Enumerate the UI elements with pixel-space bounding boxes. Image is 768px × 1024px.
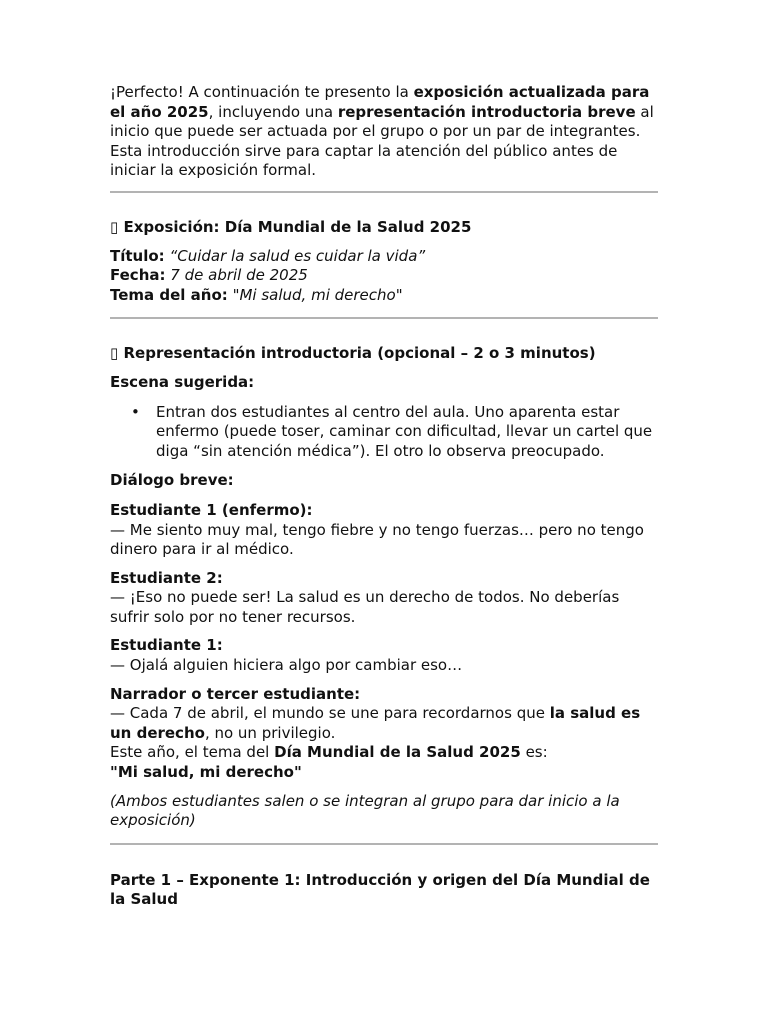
missing-glyph-icon: ▯ <box>110 217 119 236</box>
bullet-icon: • <box>131 402 140 421</box>
speaker-label: Estudiante 1: <box>110 636 223 655</box>
list-item: • Entran dos estudiantes al centro del aula. Uno aparenta estar enfermo (puede toser, caminar con dificultad, llevar un cartel que diga “sin atención médica”). El otro lo observa preocupado. <box>131 402 653 460</box>
speaker-line: Este año, el tema del Día Mundial de la Salud 2025 es: <box>110 743 548 762</box>
dialogo-label: Diálogo breve: <box>110 471 234 490</box>
speaker-line: — ¡Eso no puede ser! La salud es un derecho de todos. No deberías sufrir solo por no tener recursos. <box>110 588 620 626</box>
speaker-line: "Mi salud, mi derecho" <box>110 763 302 782</box>
speaker-line: — Cada 7 de abril, el mundo se une para recordarnos que la salud es un derecho, no un privilegio. <box>110 704 641 742</box>
rep-heading: ▯ Representación introductoria (opcional – 2 o 3 minutos) <box>110 344 596 363</box>
closing-note: (Ambos estudiantes salen o se integran al grupo para dar inicio a la exposición) <box>110 791 620 830</box>
parte1-heading: Parte 1 – Exponente 1: Introducción y origen del Día Mundial de la Salud <box>110 870 650 909</box>
divider <box>110 317 658 319</box>
divider <box>110 191 658 193</box>
intro-paragraph: ¡Perfecto! A continuación te presento la exposición actualizada para el año 2025, incluyendo una representación introductoria breve al inicio que puede ser actuada por el grupo o por un par de integrantes. Esta introducción sirve para captar la atención del público antes de iniciar la exposición formal. <box>110 83 654 180</box>
speaker-line: — Ojalá alguien hiciera algo por cambiar eso… <box>110 656 463 675</box>
speaker-line: — Me siento muy mal, tengo fiebre y no tengo fuerzas… pero no tengo dinero para ir al médico. <box>110 520 644 559</box>
dialogue-block <box>110 569 658 628</box>
date-line: Fecha: 7 de abril de 2025 <box>110 266 308 285</box>
escena-label: Escena sugerida: <box>110 372 255 391</box>
dialogue-block <box>110 636 658 675</box>
expo-heading: ▯ Exposición: Día Mundial de la Salud 2025 <box>110 217 472 236</box>
title-line: Título: “Cuidar la salud es cuidar la vida” <box>110 246 426 265</box>
theme-line: Tema del año: "Mi salud, mi derecho" <box>110 285 403 304</box>
dialogue-block <box>110 501 658 560</box>
expo-meta <box>110 247 658 306</box>
document-page <box>110 80 658 910</box>
divider <box>110 843 658 845</box>
escena-list <box>110 403 658 462</box>
speaker-label: Estudiante 1 (enfermo): <box>110 500 313 519</box>
speaker-label: Estudiante 2: <box>110 568 223 587</box>
missing-glyph-icon: ▯ <box>110 344 119 363</box>
narrator-block <box>110 685 658 783</box>
speaker-label: Narrador o tercer estudiante: <box>110 684 361 703</box>
